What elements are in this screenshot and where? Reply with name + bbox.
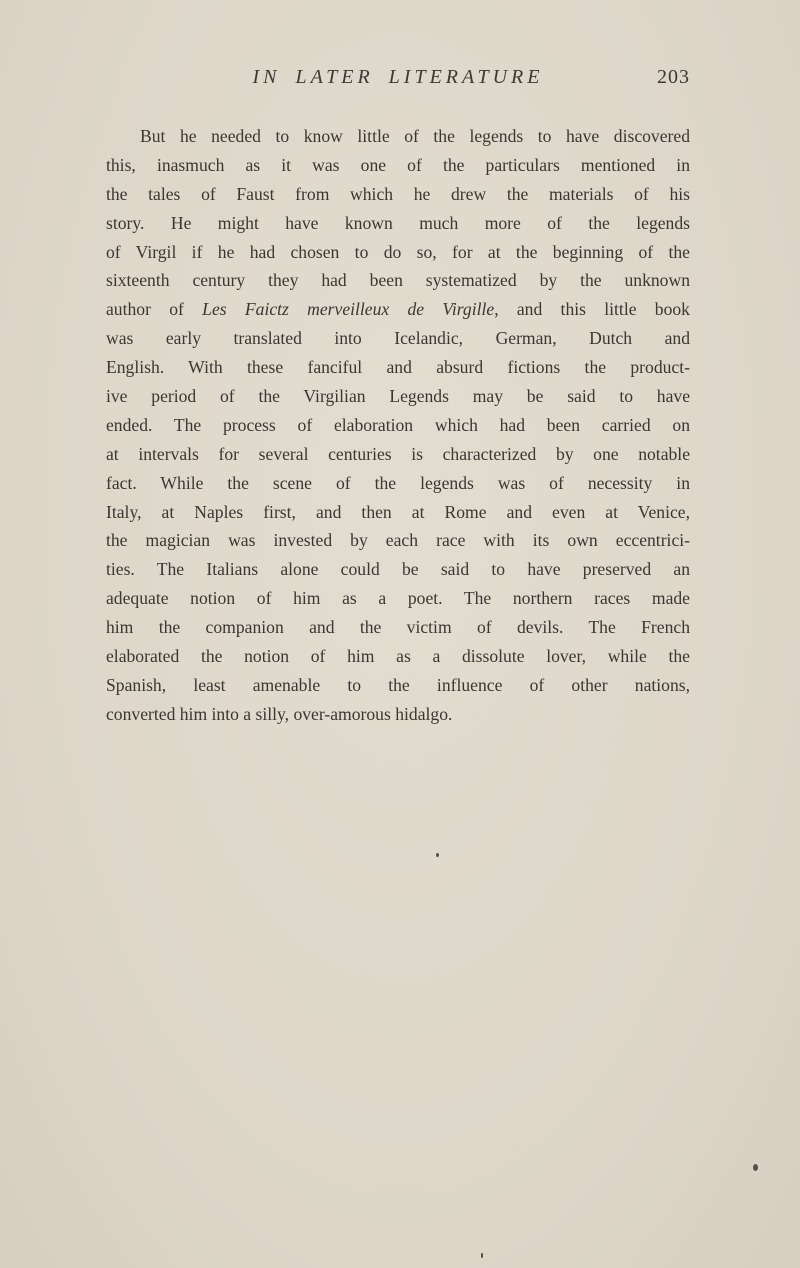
text-line-15: the magician was invested by each race with its own eccentrici- — [106, 530, 690, 551]
book-title-italic: Les Faictz merveilleux de Virgille — [202, 299, 495, 320]
running-head — [106, 66, 690, 96]
text-line-6: sixteenth century they had been systematized by the unknown — [106, 270, 690, 291]
text-line-3: the tales of Faust from which he drew the materials of his — [106, 183, 690, 204]
body-paragraph — [106, 122, 690, 729]
text-line-14: Italy, at Naples first, and then at Rome and even at Venice, — [106, 501, 690, 522]
running-title: IN LATER LITERATURE — [252, 66, 544, 88]
text-line-13: fact. While the scene of the legends was of necessity in — [106, 472, 690, 493]
ink-speck — [753, 1164, 758, 1171]
text-line-10: ive period of the Virgilian Legends may be said to have — [106, 386, 690, 407]
text-line-7 — [106, 295, 690, 324]
page-number: 203 — [657, 66, 690, 88]
text-line-1: But he needed to know little of the legends to have discovered — [140, 126, 690, 146]
text-line-12: at intervals for several centuries is characterized by one notable — [106, 443, 690, 464]
text-line-7-after: , and this little book — [494, 299, 690, 320]
text-line-17: adequate notion of him as a poet. The northern races made — [106, 588, 690, 609]
text-line-8: was early translated into Icelandic, German, Dutch and — [106, 328, 690, 349]
text-line-7-before: author of — [106, 299, 203, 320]
ink-speck — [481, 1253, 483, 1258]
text-line-16: ties. The Italians alone could be said to have preserved an — [106, 559, 690, 580]
text-line-11: ended. The process of elaboration which had been carried on — [106, 414, 690, 435]
ink-speck — [436, 853, 439, 857]
text-line-4: story. He might have known much more of the legends — [106, 212, 690, 233]
text-line-5: of Virgil if he had chosen to do so, for at the beginning of the — [106, 241, 690, 262]
text-line-2: this, inasmuch as it was one of the particulars mentioned in — [106, 154, 690, 175]
text-line-20: Spanish, least amenable to the influence of other nations, — [106, 674, 690, 695]
text-line-19: elaborated the notion of him as a dissolute lover, while the — [106, 646, 690, 667]
text-line-18: him the companion and the victim of devils. The French — [106, 617, 690, 638]
text-line-21: converted him into a silly, over-amorous hidalgo. — [106, 703, 453, 724]
text-line-9: English. With these fanciful and absurd fictions the product- — [106, 357, 690, 378]
